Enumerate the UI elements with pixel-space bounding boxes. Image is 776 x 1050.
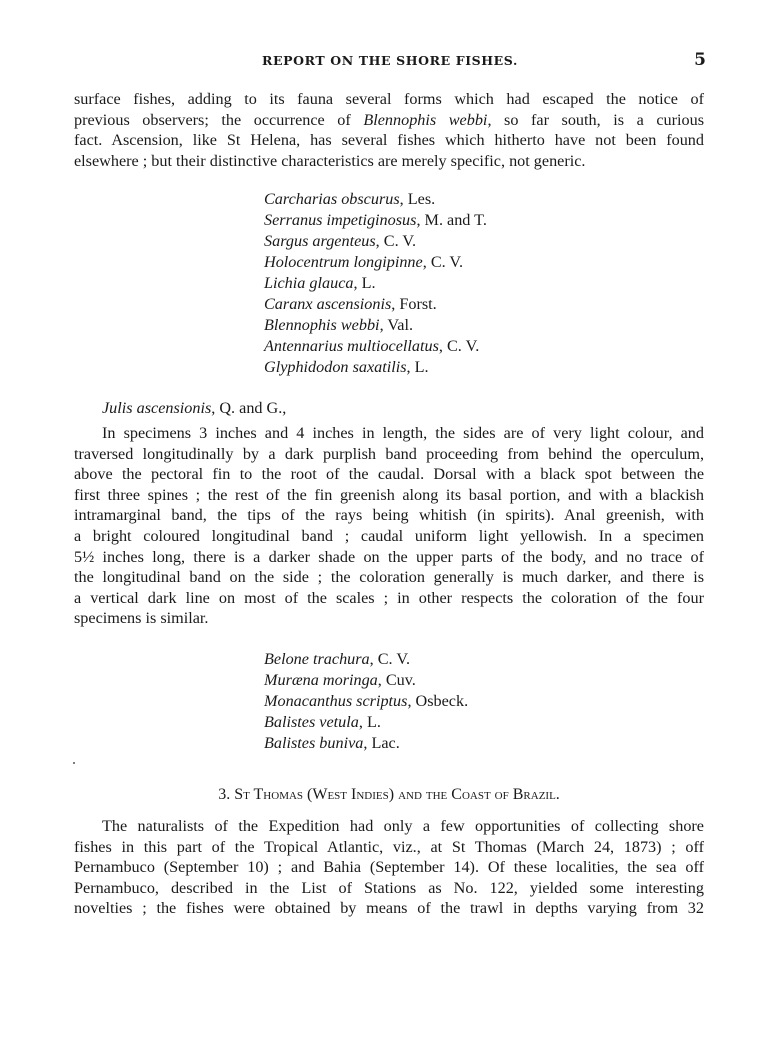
species-authority: , L. <box>406 358 429 376</box>
species-authority: , Val. <box>379 316 413 334</box>
julis-line-9: a vertical dark line on most of the scales ; in other respects the coloration of the four <box>74 588 704 607</box>
species-authority: , Forst. <box>391 295 437 313</box>
intro-line-3: fact. Ascension, like St Helena, has several fishes which hitherto have not been found <box>74 131 704 150</box>
species-authority: , Lac. <box>363 734 400 752</box>
species-name: Julis ascensionis <box>102 399 212 417</box>
species-authority: , C. V. <box>375 232 417 250</box>
julis-line-4: first three spines ; the rest of the fin greenish along its basal portion, and with a blackish <box>74 485 704 504</box>
species-authority: , L. <box>353 274 376 292</box>
species-item <box>264 649 468 670</box>
species-name: Carcharias obscurus <box>264 190 400 208</box>
julis-line-5: intramarginal band, the tips of the rays being whitish (in spirits). Anal greenish, with <box>74 506 704 525</box>
species-item <box>264 231 487 252</box>
species-name: Monacanthus scriptus <box>264 692 408 710</box>
running-title: REPORT ON THE SHORE FISHES. <box>262 53 518 68</box>
species-item <box>264 733 468 754</box>
species-authority: , C. V. <box>422 253 464 271</box>
species-name: Glyphidodon saxatilis <box>264 358 407 376</box>
species-authority: , Les. <box>399 190 436 208</box>
species-name: Belone trachura <box>264 650 370 668</box>
species-authority: , L. <box>358 713 381 731</box>
species-name: Lichia glauca <box>264 274 354 292</box>
julis-description <box>74 423 704 629</box>
julis-line-2: traversed longitudinally by a dark purplish band proceeding from behind the operculum, <box>74 444 704 463</box>
species-authority: , Osbeck. <box>407 692 469 710</box>
julis-line-1: In specimens 3 inches and 4 inches in length, the sides are of very light colour, and <box>102 424 704 442</box>
species-name: Blennophis webbi <box>264 316 380 334</box>
species-item <box>264 357 487 378</box>
section-number: 3. <box>218 786 235 803</box>
species-name: Muræna moringa <box>264 671 378 689</box>
species-item <box>264 252 487 273</box>
julis-entry <box>102 398 286 419</box>
species-name: Antennarius multiocellatus <box>264 337 439 355</box>
section-line-1: The naturalists of the Expedition had only a few opportunities of collecting shore <box>102 817 704 835</box>
species-item <box>264 210 487 231</box>
page-number: 5 <box>694 50 706 70</box>
section-title: St Thomas (West Indies) and the Coast of Brazil. <box>234 786 560 803</box>
intro-line-2 <box>74 110 704 131</box>
section-line-3: Pernambuco (September 10) ; and Bahia (September 14). Of these localities, the sea off <box>74 858 704 877</box>
section-line-4: Pernambuco, described in the List of Stations as No. 122, yielded some interesting <box>74 878 704 897</box>
species-name: Holocentrum longipinne <box>264 253 423 271</box>
species-name: Balistes buniva <box>264 734 364 752</box>
intro-line-2-head: previous observers; the occurrence of <box>74 110 364 129</box>
species-authority: , C. V. <box>438 337 480 355</box>
species-authority: , C. V. <box>369 650 410 668</box>
section-line-2: fishes in this part of the Tropical Atlantic, viz., at St Thomas (March 24, 1873) ; off <box>74 837 704 856</box>
section-heading <box>74 786 704 804</box>
species-name: Balistes vetula <box>264 713 359 731</box>
species-item <box>264 336 487 357</box>
running-head <box>74 50 706 74</box>
species-authority: , Q. and G., <box>211 399 287 417</box>
intro-line-4: elsewhere ; but their distinctive characteristics are merely specific, not generic. <box>74 151 586 170</box>
species-name: Sargus argenteus <box>264 232 376 250</box>
species-authority: , M. and T. <box>416 211 487 229</box>
julis-line-10: specimens is similar. <box>74 609 209 628</box>
julis-line-8: the longitudinal band on the side ; the coloration generally is much darker, and there is <box>74 568 704 587</box>
intro-paragraph <box>74 89 704 171</box>
species-item <box>102 398 286 419</box>
species-item <box>264 712 468 733</box>
intro-species-italic: Blennophis webbi <box>363 110 488 129</box>
print-speck <box>73 762 75 764</box>
julis-line-7: 5½ inches long, there is a darker shade on the upper parts of the body, and no trace of <box>74 547 704 566</box>
intro-line-1: surface fishes, adding to its fauna several forms which had escaped the notice of <box>74 90 704 108</box>
julis-line-6: a bright coloured longitudinal band ; caudal uniform light yellowish. In a specimen <box>74 526 704 545</box>
julis-line-3: above the pectoral fin to the root of the caudal. Dorsal with a black spot between the <box>74 465 704 484</box>
section-line-5: novelties ; the fishes were obtained by means of the trawl in depths varying from 32 <box>74 899 704 918</box>
species-list-ascension <box>264 189 487 378</box>
species-item <box>264 189 487 210</box>
species-item <box>264 670 468 691</box>
species-item <box>264 691 468 712</box>
species-item <box>264 315 487 336</box>
species-name: Caranx ascensionis <box>264 295 392 313</box>
species-list-second <box>264 649 468 754</box>
species-authority: , Cuv. <box>377 671 416 689</box>
section-paragraph <box>74 816 704 919</box>
species-name: Serranus impetiginosus <box>264 211 417 229</box>
species-item <box>264 273 487 294</box>
intro-line-2-tail: , so far south, is a curious <box>487 110 704 129</box>
species-item <box>264 294 487 315</box>
